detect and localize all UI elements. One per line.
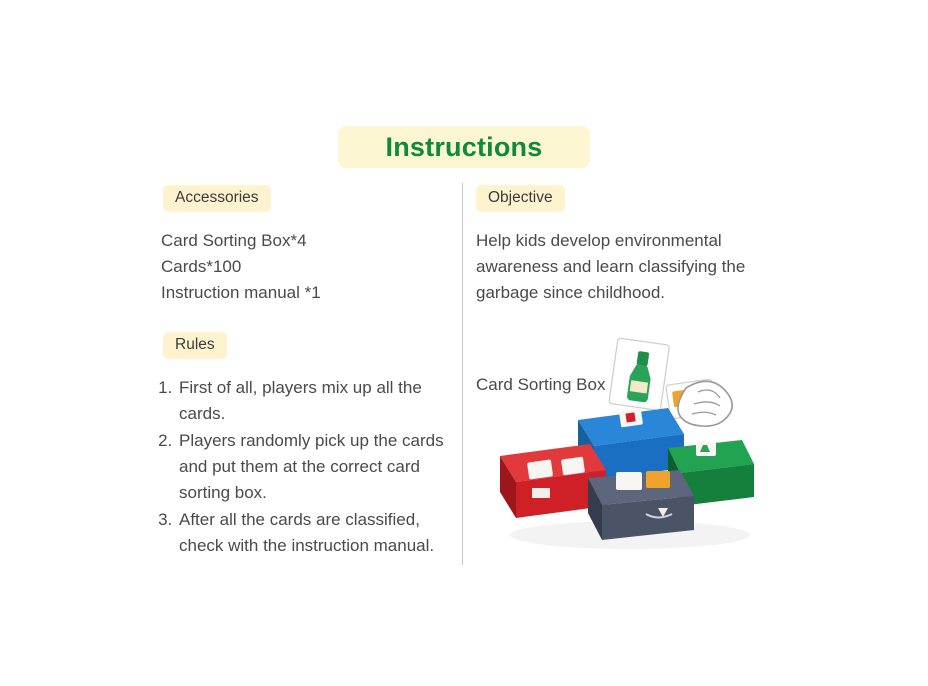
page-title-banner <box>338 126 590 168</box>
objective-heading: Objective <box>476 185 565 212</box>
list-item: Card Sorting Box*4 <box>161 231 307 250</box>
list-item: Instruction manual *1 <box>161 283 321 302</box>
card-sorting-box-illustration <box>470 330 800 570</box>
left-column <box>155 185 455 560</box>
boxes-svg <box>470 330 800 570</box>
list-item: 3. After all the cards are classified, check with the instruction manual. <box>177 507 455 559</box>
rules-heading: Rules <box>163 332 227 359</box>
rules-heading-wrap <box>155 332 455 359</box>
right-column <box>476 185 796 306</box>
list-item: Cards*100 <box>161 257 242 276</box>
accessories-list <box>161 228 455 306</box>
list-item: 1. First of all, players mix up all the cards. <box>177 375 455 427</box>
column-divider <box>462 183 463 565</box>
accessories-heading: Accessories <box>163 185 271 212</box>
objective-text: Help kids develop environmental awareness and learn classifying the garbage since childhood. <box>476 231 746 302</box>
hand-holding-card <box>666 379 732 426</box>
card-sorting-box-label: Card Sorting Box <box>476 375 606 394</box>
bottle-card <box>609 338 670 411</box>
rules-list <box>155 375 455 559</box>
list-item: 2. Players randomly pick up the cards and put them at the correct card sorting box. <box>177 428 455 506</box>
grey-sorting-box <box>588 470 694 540</box>
page-title: Instructions <box>385 131 543 162</box>
